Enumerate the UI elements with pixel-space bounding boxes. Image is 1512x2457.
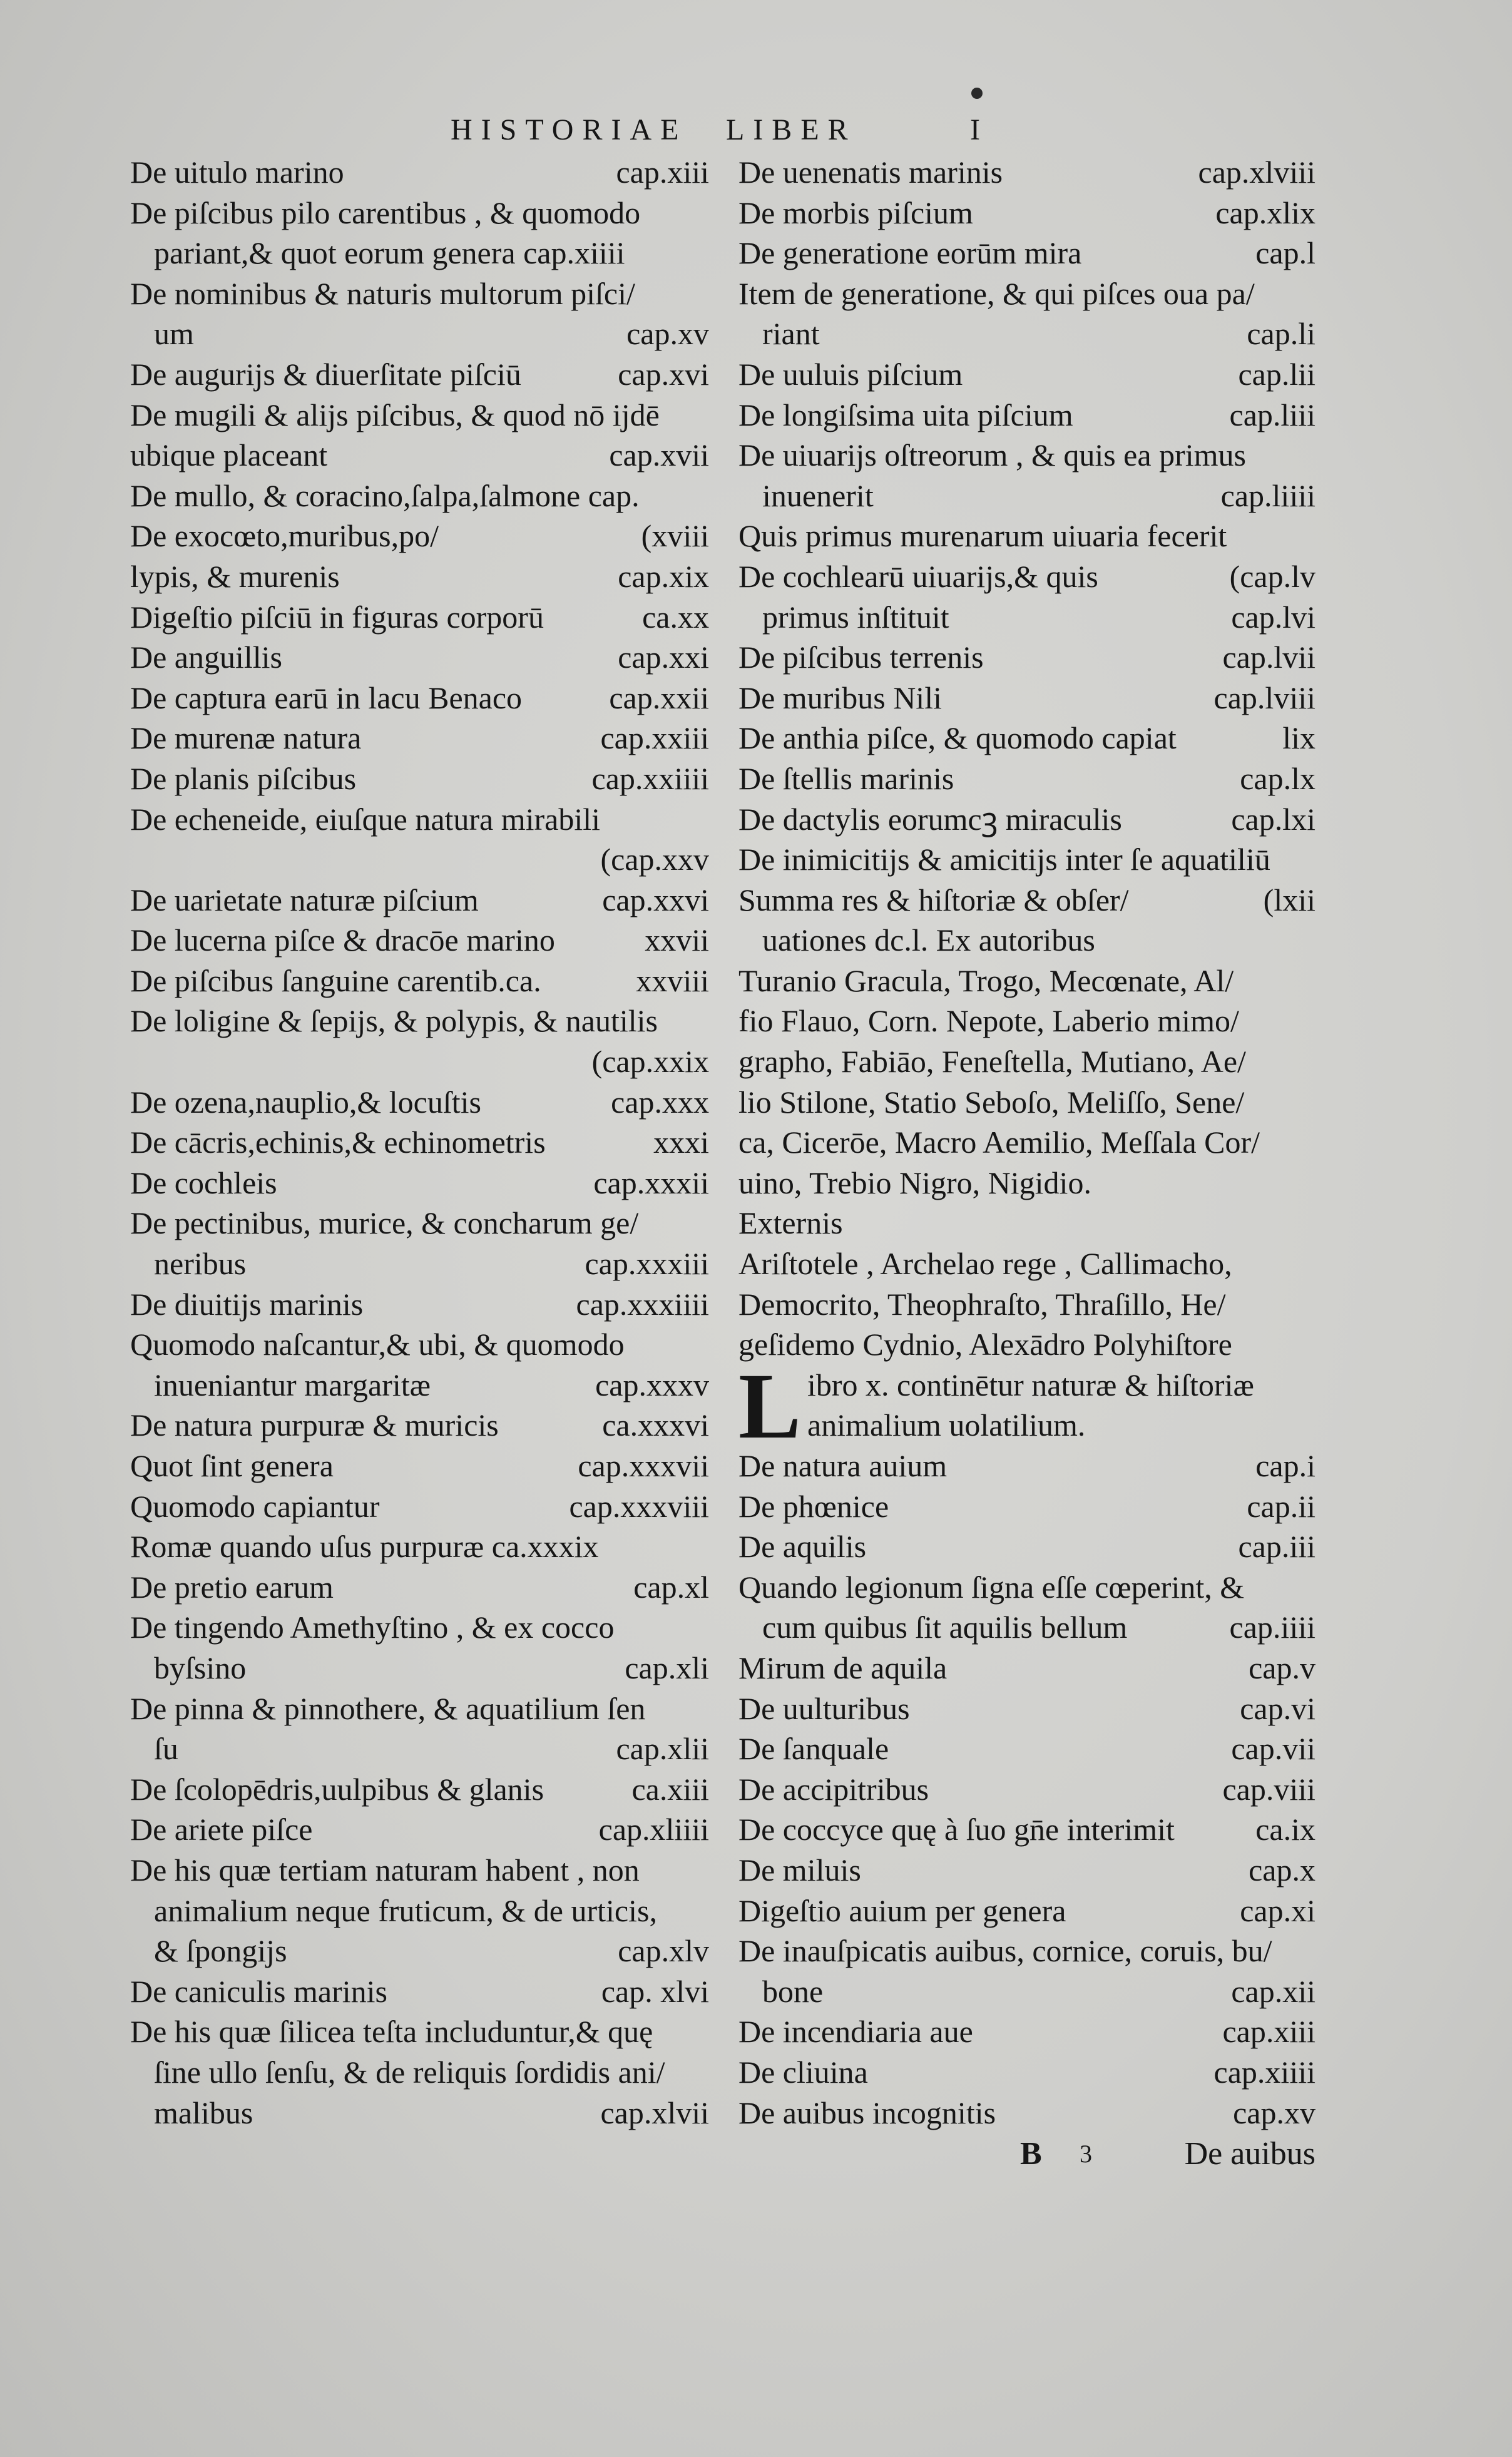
chapter-number: cap.xli xyxy=(625,1650,709,1685)
index-entry xyxy=(130,1850,709,1891)
index-entry xyxy=(130,1567,709,1608)
chapter-number: xxxi xyxy=(653,1125,709,1160)
entry-title: De planis piſcibus xyxy=(130,760,357,796)
entry-title: De piſcibus pilo carentibus , & quomodo xyxy=(130,195,641,230)
chapter-number: (cap.lv xyxy=(1229,558,1315,594)
index-entry xyxy=(130,516,709,556)
entry-title: Summa res & hiſtoriæ & obſer/ xyxy=(738,882,1129,917)
entry-title: De pectinibus, murice, & concharum ge/ xyxy=(130,1205,639,1241)
index-entry xyxy=(130,476,709,516)
entry-title: um xyxy=(154,316,194,352)
chapter-number: ca.ix xyxy=(1255,1812,1315,1847)
chapter-number: cap. xlvi xyxy=(601,1973,709,2009)
index-entry xyxy=(130,880,709,921)
chapter-number: cap.v xyxy=(1249,1650,1315,1685)
chapter-number: (cap.xxix xyxy=(591,1044,709,1080)
index-entry xyxy=(130,193,709,233)
chapter-number: xxviii xyxy=(636,963,709,998)
entry-title: grapho, Fabiāo, Feneſtella, Mutiano, Ae/ xyxy=(738,1044,1246,1080)
entry-title: cum quibus ſit aquilis bellum xyxy=(762,1610,1128,1645)
index-entry xyxy=(738,233,1315,273)
entry-title: uationes dc.l. Ex autoribus xyxy=(762,922,1095,958)
chapter-number: cap.xv xyxy=(626,316,709,352)
index-entry xyxy=(738,1041,1315,1082)
entry-title: lio Stilone, Statio Seboſo, Meliſſo, Sene/ xyxy=(738,1084,1245,1120)
index-entry xyxy=(130,1001,709,1041)
chapter-number: (cap.xxv xyxy=(600,842,709,877)
index-entry xyxy=(738,273,1315,314)
chapter-number: cap.xxxiii xyxy=(585,1246,709,1282)
index-entry xyxy=(130,1931,709,1971)
index-entry xyxy=(738,1931,1315,1971)
index-entry xyxy=(738,1486,1315,1527)
entry-title: De his quæ tertiam naturam habent , non xyxy=(130,1852,640,1887)
index-entry xyxy=(130,1122,709,1163)
chapter-number: cap.i xyxy=(1255,1448,1315,1483)
index-entry xyxy=(130,435,709,476)
signature-number: 3 xyxy=(1080,2140,1092,2168)
chapter-number: cap.xiii xyxy=(1222,2014,1315,2050)
entry-title: De auibus incognitis xyxy=(738,2095,996,2130)
entry-title: Turanio Gracula, Trogo, Mecœnate, Al/ xyxy=(738,963,1234,998)
index-entry xyxy=(738,678,1315,718)
chapter-number: cap.xxii xyxy=(609,680,709,715)
book-10-heading xyxy=(738,1354,1315,1458)
index-entry xyxy=(738,1526,1315,1567)
index-entry xyxy=(130,1688,709,1729)
entry-title: ubique placeant xyxy=(130,437,328,473)
entry-title: De pretio earum xyxy=(130,1569,334,1605)
chapter-number: cap.xxxv xyxy=(595,1367,709,1402)
entry-title: byſsino xyxy=(154,1650,247,1685)
chapter-number: cap.xiii xyxy=(616,155,709,190)
chapter-number: cap.liii xyxy=(1229,397,1315,432)
entry-title: De cācris,echinis,& echinometris xyxy=(130,1125,546,1160)
entry-title: De uenenatis marinis xyxy=(738,155,1003,190)
index-entry xyxy=(738,1203,1315,1244)
chapter-number: cap.xii xyxy=(1231,1973,1315,2009)
chapter-number: ca.xx xyxy=(642,599,709,635)
entry-title: De echeneide, eiuſque natura mirabili xyxy=(130,801,601,837)
index-entry xyxy=(738,1607,1315,1648)
index-entry xyxy=(738,556,1315,597)
index-entry xyxy=(130,920,709,961)
entry-title: De his quæ ſilicea teſta includuntur,& quę xyxy=(130,2014,653,2050)
index-entry xyxy=(738,516,1315,556)
index-entry xyxy=(738,1163,1315,1203)
entry-title: De nominibus & naturis multorum piſci/ xyxy=(130,275,635,311)
entry-title: Quando legionum ſigna eſſe cœperint, & xyxy=(738,1569,1245,1605)
entry-title: Quot ſint genera xyxy=(130,1448,334,1483)
entry-title: bone xyxy=(762,1973,824,2009)
catchword: De auibus xyxy=(1184,2136,1315,2172)
index-entry xyxy=(130,2011,709,2052)
chapter-number: cap.ii xyxy=(1247,1488,1315,1524)
running-head-right: LIBER xyxy=(726,113,857,146)
entry-title: De tingendo Amethyſtino , & ex cocco xyxy=(130,1610,615,1645)
index-entry xyxy=(130,1891,709,1931)
right-column-book-10-entries xyxy=(738,1446,1315,2133)
entry-title: De pinna & pinnothere, & aquatilium ſen xyxy=(130,1690,646,1726)
index-entry xyxy=(130,1446,709,1486)
entry-title: Romæ quando uſus purpuræ ca.xxxix xyxy=(130,1529,599,1565)
index-entry xyxy=(738,1648,1315,1688)
chapter-number: cap.xix xyxy=(618,558,709,594)
index-entry xyxy=(738,1891,1315,1931)
index-entry xyxy=(738,193,1315,233)
index-entry xyxy=(738,1122,1315,1163)
entry-title: De mullo, & coracino,ſalpa,ſalmone cap. xyxy=(130,478,640,513)
index-entry xyxy=(738,1729,1315,1769)
book-10-heading-line-1: ibro x. continētur naturæ & hiſtoriæ xyxy=(807,1367,1254,1402)
chapter-number: cap.xxx xyxy=(611,1084,709,1120)
index-entry xyxy=(130,1365,709,1406)
decorated-initial: L xyxy=(738,1354,802,1458)
entry-title: animalium neque fruticum, & de urticis, xyxy=(154,1893,657,1928)
chapter-number: cap.xxiiii xyxy=(591,760,709,796)
chapter-number: cap.liiii xyxy=(1220,478,1315,513)
chapter-number: (lxii xyxy=(1263,882,1315,917)
chapter-number: cap.li xyxy=(1247,316,1315,352)
index-entry xyxy=(738,435,1315,476)
index-entry xyxy=(130,1405,709,1446)
index-entry xyxy=(738,1082,1315,1123)
entry-title: De miluis xyxy=(738,1852,861,1887)
entry-title: lypis, & murenis xyxy=(130,558,340,594)
index-entry xyxy=(130,759,709,799)
index-entry xyxy=(738,2011,1315,2052)
index-entry xyxy=(130,152,709,193)
entry-title: Democrito, Theophraſto, Thraſillo, He/ xyxy=(738,1286,1226,1322)
index-entry xyxy=(130,1244,709,1284)
right-column-book-9-entries xyxy=(738,152,1315,1365)
chapter-number: cap.xliiii xyxy=(598,1812,709,1847)
index-entry xyxy=(738,1446,1315,1486)
chapter-number: cap.xiiii xyxy=(1213,2054,1315,2090)
index-entry xyxy=(738,1688,1315,1729)
chapter-number: cap.xvi xyxy=(618,356,709,392)
index-entry xyxy=(738,961,1315,1001)
entry-title: riant xyxy=(762,316,820,352)
chapter-number: ca.xiii xyxy=(631,1771,709,1807)
entry-title: De cliuina xyxy=(738,2054,868,2090)
right-column-index xyxy=(738,152,1315,2133)
chapter-number: cap.xlviii xyxy=(1198,155,1315,190)
index-entry xyxy=(738,395,1315,436)
signature-mark: B xyxy=(1020,2136,1042,2172)
entry-title: De cochleis xyxy=(130,1165,277,1200)
entry-title: & ſpongijs xyxy=(154,1933,287,1969)
chapter-number: cap.lviii xyxy=(1213,680,1315,715)
index-entry xyxy=(130,1809,709,1850)
index-entry xyxy=(738,1850,1315,1891)
chapter-number: cap.l xyxy=(1255,235,1315,271)
entry-title: De piſcibus ſanguine carentib.ca. xyxy=(130,963,541,998)
entry-title: De muribus Nili xyxy=(738,680,942,715)
entry-title: De mugili & alijs piſcibus, & quod nō ijdē xyxy=(130,397,660,432)
index-entry xyxy=(738,152,1315,193)
entry-title: Item de generatione, & qui piſces oua pa/ xyxy=(738,275,1255,311)
index-entry xyxy=(130,1971,709,2012)
entry-title: De cochlearū uiuarijs,& quis xyxy=(738,558,1098,594)
entry-title: neribus xyxy=(154,1246,247,1282)
entry-title: Digeſtio auium per genera xyxy=(738,1893,1066,1928)
entry-title: pariant,& quot eorum genera cap.xiiii xyxy=(154,235,625,271)
entry-title: De inauſpicatis auibus, cornice, coruis, bu/ xyxy=(738,1933,1272,1969)
entry-title: De incendiaria aue xyxy=(738,2014,973,2050)
index-entry xyxy=(130,961,709,1001)
index-entry xyxy=(130,2052,709,2093)
entry-title: De uulturibus xyxy=(738,1690,910,1726)
entry-title: De augurijs & diuerſitate piſciū xyxy=(130,356,521,392)
index-entry xyxy=(130,1324,709,1365)
chapter-number: cap.xxvi xyxy=(602,882,709,917)
chapter-number: cap.lii xyxy=(1238,356,1315,392)
index-entry xyxy=(738,839,1315,880)
chapter-number: cap.xv xyxy=(1233,2095,1315,2130)
entry-title: De anthia piſce, & quomodo capiat xyxy=(738,720,1177,756)
index-entry xyxy=(130,233,709,273)
index-entry xyxy=(738,1284,1315,1325)
chapter-number: cap.xxxvii xyxy=(578,1448,709,1483)
chapter-number: cap.xxiii xyxy=(600,720,709,756)
index-entry xyxy=(130,556,709,597)
index-entry xyxy=(738,597,1315,638)
index-entry xyxy=(738,920,1315,961)
index-entry xyxy=(130,1729,709,1769)
chapter-number: cap.xi xyxy=(1240,1893,1315,1928)
chapter-number: xxvii xyxy=(645,922,709,958)
index-entry xyxy=(130,273,709,314)
chapter-number: cap.xxxii xyxy=(593,1165,709,1200)
entry-title: De aquilis xyxy=(738,1529,867,1565)
index-entry xyxy=(130,1486,709,1527)
chapter-number: cap.xlv xyxy=(618,1933,709,1969)
entry-title: inueniantur margaritæ xyxy=(154,1367,431,1402)
entry-title: De accipitribus xyxy=(738,1771,929,1807)
index-entry xyxy=(130,1526,709,1567)
index-entry xyxy=(130,1203,709,1244)
entry-title: Quis primus murenarum uiuaria fecerit xyxy=(738,518,1227,554)
index-entry xyxy=(130,637,709,678)
chapter-number: cap.xlii xyxy=(616,1731,709,1767)
entry-title: De natura purpuræ & muricis xyxy=(130,1407,499,1443)
index-entry xyxy=(738,1244,1315,1284)
entry-title: De caniculis marinis xyxy=(130,1973,387,2009)
entry-title: Quomodo capiantur xyxy=(130,1488,380,1524)
entry-title: Mirum de aquila xyxy=(738,1650,948,1685)
chapter-number: cap.lvi xyxy=(1231,599,1315,635)
chapter-number: ca.xxxvi xyxy=(602,1407,709,1443)
folio-number: I xyxy=(970,113,989,146)
chapter-number: cap.x xyxy=(1249,1852,1315,1887)
entry-title: De inimicitijs & amicitijs inter ſe aquatiliū xyxy=(738,842,1270,877)
chapter-number: lix xyxy=(1282,720,1315,756)
index-entry xyxy=(738,476,1315,516)
entry-title: De piſcibus terrenis xyxy=(738,640,984,675)
index-entry xyxy=(130,718,709,759)
entry-title: De dactylis eorumcꝫ miraculis xyxy=(738,801,1122,837)
chapter-number: cap.xxxviii xyxy=(569,1488,709,1524)
entry-title: De uarietate naturæ piſcium xyxy=(130,882,479,917)
index-entry xyxy=(738,1001,1315,1041)
index-entry xyxy=(738,799,1315,840)
chapter-number: cap.iii xyxy=(1238,1529,1315,1565)
index-entry xyxy=(130,354,709,395)
index-entry xyxy=(738,1567,1315,1608)
chapter-number: cap.xvii xyxy=(609,437,709,473)
left-column-index xyxy=(130,152,709,2133)
entry-title: De uiuarijs oſtreorum , & quis ea primus xyxy=(738,437,1246,473)
entry-title: Ariſtotele , Archelao rege , Callimacho, xyxy=(738,1246,1232,1282)
index-entry xyxy=(738,1971,1315,2012)
index-entry xyxy=(130,1163,709,1203)
entry-title: De phœnice xyxy=(738,1488,889,1524)
running-head-left: HISTORIAE xyxy=(451,113,688,146)
index-entry xyxy=(130,839,709,880)
entry-title: De morbis piſcium xyxy=(738,195,973,230)
index-entry xyxy=(130,395,709,436)
entry-title: De ſtellis marinis xyxy=(738,760,954,796)
chapter-number: cap.xxxiiii xyxy=(576,1286,709,1322)
index-entry xyxy=(738,1809,1315,1850)
entry-title: ca, Cicerōe, Macro Aemilio, Meſſala Cor/ xyxy=(738,1125,1260,1160)
entry-title: primus inſtituit xyxy=(762,599,949,635)
index-entry xyxy=(738,2052,1315,2093)
chapter-number: cap.lvii xyxy=(1222,640,1315,675)
index-entry xyxy=(130,1648,709,1688)
index-entry xyxy=(738,2093,1315,2133)
entry-title: De anguillis xyxy=(130,640,283,675)
entry-title: De natura auium xyxy=(738,1448,948,1483)
index-entry xyxy=(130,1769,709,1810)
chapter-number: (xviii xyxy=(641,518,709,554)
index-entry xyxy=(130,1607,709,1648)
entry-title: ſu xyxy=(154,1731,178,1767)
page-footer xyxy=(738,2134,1315,2178)
chapter-number: cap.lx xyxy=(1240,760,1315,796)
index-entry xyxy=(130,1082,709,1123)
entry-title: De exocœto,muribus,po/ xyxy=(130,518,439,554)
entry-title: De diuitijs marinis xyxy=(130,1286,364,1322)
chapter-number: cap.viii xyxy=(1222,1771,1315,1807)
entry-title: geſidemo Cydnio, Alexādro Polyhiſtore xyxy=(738,1327,1232,1362)
index-entry xyxy=(130,597,709,638)
entry-title: De murenæ natura xyxy=(130,720,362,756)
chapter-number: cap.xl xyxy=(633,1569,709,1605)
chapter-number: cap.vii xyxy=(1231,1731,1315,1767)
chapter-number: cap.xlvii xyxy=(600,2095,709,2130)
entry-title: malibus xyxy=(154,2095,253,2130)
index-entry xyxy=(130,799,709,840)
entry-title: De ſanquale xyxy=(738,1731,889,1767)
chapter-number: cap.lxi xyxy=(1231,801,1315,837)
entry-title: De loligine & ſepijs, & polypis, & nautilis xyxy=(130,1003,658,1039)
index-entry xyxy=(738,759,1315,799)
entry-title: uino, Trebio Nigro, Nigidio. xyxy=(738,1165,1091,1200)
entry-title: De ariete piſce xyxy=(130,1812,313,1847)
index-entry xyxy=(130,1041,709,1082)
entry-title: De longiſsima uita piſcium xyxy=(738,397,1073,432)
entry-title: De ozena,nauplio,& locuſtis xyxy=(130,1084,481,1120)
entry-title: fio Flauo, Corn. Nepote, Laberio mimo/ xyxy=(738,1003,1239,1039)
book-10-heading-line-2: animalium uolatilium. xyxy=(807,1407,1086,1443)
entry-title: ſine ullo ſenſu, & de reliquis ſordidis ani/ xyxy=(154,2054,665,2090)
entry-title: De uuluis piſcium xyxy=(738,356,963,392)
ink-speck xyxy=(971,88,983,99)
entry-title: De lucerna piſce & dracōe marino xyxy=(130,922,555,958)
chapter-number: cap.iiii xyxy=(1229,1610,1315,1645)
entry-title: De ſcolopēdris,uulpibus & glanis xyxy=(130,1771,544,1807)
entry-title: Digeſtio piſciū in figuras corporū xyxy=(130,599,544,635)
entry-title: De generatione eorūm mira xyxy=(738,235,1082,271)
entry-title: inuenerit xyxy=(762,478,874,513)
index-entry xyxy=(738,637,1315,678)
chapter-number: cap.vi xyxy=(1240,1690,1315,1726)
index-entry xyxy=(738,354,1315,395)
index-entry xyxy=(738,880,1315,921)
entry-title: Quomodo naſcantur,& ubi, & quomodo xyxy=(130,1327,625,1362)
index-entry xyxy=(130,1284,709,1325)
entry-title: Externis xyxy=(738,1205,843,1241)
entry-title: De captura earū in lacu Benaco xyxy=(130,680,523,715)
index-entry xyxy=(130,678,709,718)
chapter-number: cap.xlix xyxy=(1215,195,1315,230)
chapter-number: cap.xxi xyxy=(618,640,709,675)
index-entry xyxy=(738,1769,1315,1810)
index-entry xyxy=(738,314,1315,354)
entry-title: De uitulo marino xyxy=(130,155,344,190)
index-entry xyxy=(738,1324,1315,1365)
index-entry xyxy=(738,718,1315,759)
index-entry xyxy=(130,314,709,354)
index-entry xyxy=(130,2093,709,2133)
entry-title: De coccyce quę à ſuo gn̄e interimit xyxy=(738,1812,1175,1847)
